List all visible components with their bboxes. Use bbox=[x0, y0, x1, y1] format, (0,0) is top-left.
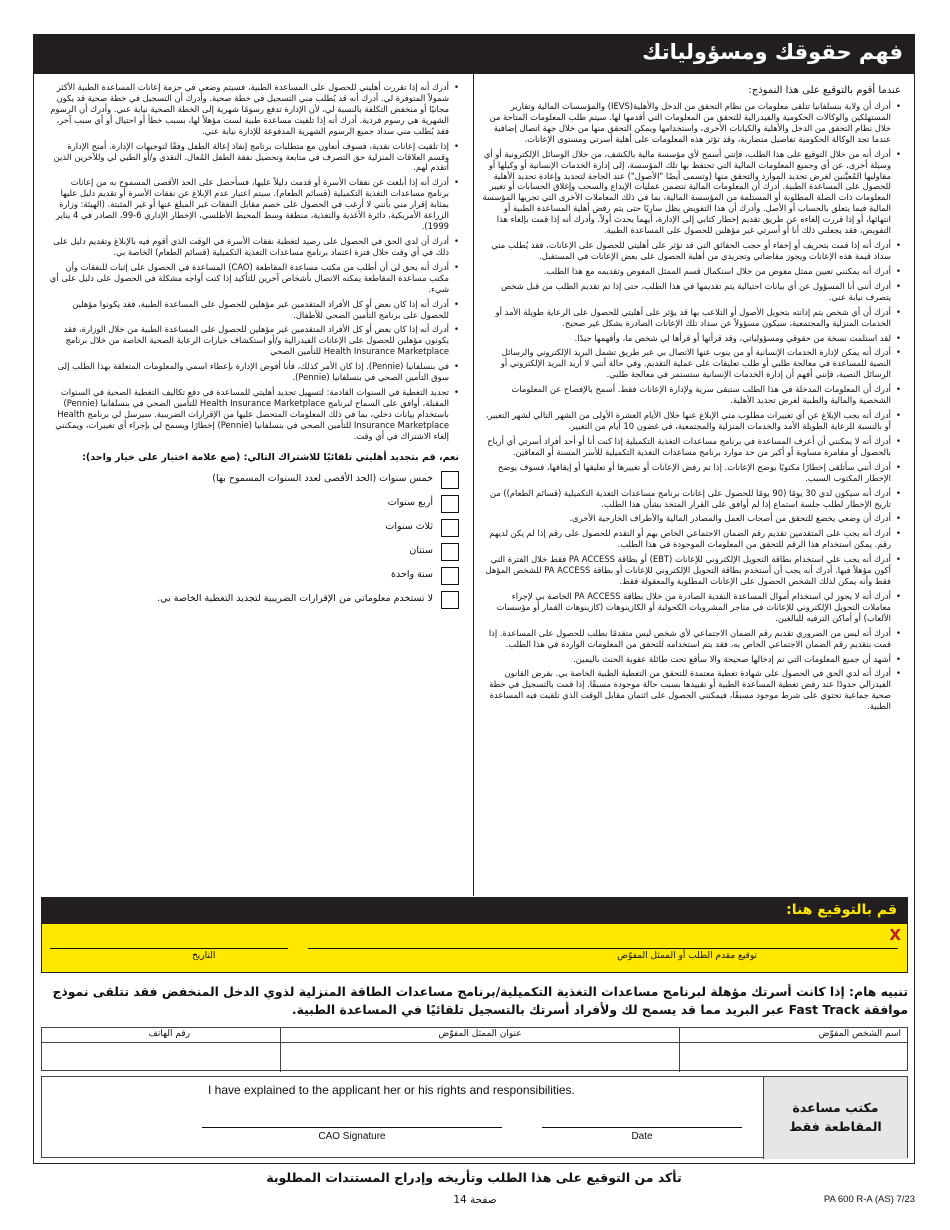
rep-phone-label: رقم الهاتف bbox=[148, 1029, 190, 1039]
representative-table bbox=[41, 1027, 908, 1071]
list-item: • أدرك أن وضعي يخضع للتحقق من أصحاب العمل والمصادر المالية والأطراف الخارجية الأخرى. bbox=[482, 513, 901, 524]
list-item: • أدرك أنه يجب على المتقدمين تقديم رقم الضمان الاجتماعي الخاص بهم أو التقدم للحصول على رقم إذا لم يكن لديهم رقم. يمكن استخدام هذا الرقم للتحقق من المعلومات الموجودة في هذا الطلب. bbox=[482, 528, 901, 550]
cao-statement: I have explained to the applicant her or his rights and responsibilities. bbox=[208, 1083, 575, 1097]
cao-only-label: مكتب مساعدة المقاطعة فقط bbox=[763, 1077, 907, 1159]
footer-reminder: تأكد من التوقيع على هذا الطلب وتأريخه وإدراج المستندات المطلوبة bbox=[266, 1170, 682, 1185]
list-item: • أدرك أنه إذا كان بعض أو كل الأفراد المتقدمين غير مؤهلين للحصول على المساعدة الطبية من خلال الوزارة، فقد يكونون مؤهلين للحصول على الإعانات الفيدرالية و/أو استكشاف خيارات الرعاية الصحية الخاصة من خلال برنامج Health Insurance Marketplace للتأمين الصحي bbox=[47, 324, 459, 357]
list-item: • أدرك أنه يحق لي أن أطلب من مكتب مساعدة المقاطعة (CAO) المساعدة في الحصول على إثبات للنفقات وأن مكتب مساعدة المقاطعة يمكنه الاتصال بأشخاص آخرين للتأكيد إذا كنت أواجه مشكلة في الحصول على دليل على أي شيء. bbox=[47, 262, 459, 295]
list-item: • أشهد أن جميع المعلومات التي تم إدخالها صحيحة والا سأقع تحت طائلة عقوبة الحنث باليمين. bbox=[482, 654, 901, 665]
list-item: • أدرك أنه يمكنني تعيين ممثل مفوض من خلال استكمال قسم الممثل المفوض وتقديمه مع هذا الطلب. bbox=[482, 266, 901, 277]
list-item: • أدرك أنني سأتلقى إخطارًا مكتوبًا يوضح الإعانات. إذا تم رفض الإعانات أو تغييرها أو تعليقها أو إيقافها، فسوف يوضح الإخطار المكتوب السبب. bbox=[482, 462, 901, 484]
signature-box bbox=[41, 897, 908, 973]
rep-name-cell[interactable] bbox=[679, 1028, 909, 1072]
content-columns bbox=[33, 74, 915, 896]
signature-title: قم بالتوقيع هنا: bbox=[786, 902, 897, 918]
list-item: • لقد استلمت نسخة من حقوقي ومسؤولياتي، وقد قرأتها أو قرأها لي شخص ما، وأفهمها جيدًا. bbox=[482, 333, 901, 344]
list-item: • أدرك أنه إذا تقررت أهليتي للحصول على المساعدة الطبية، فسيتم وضعي في حزمة إعانات المساعدة الطبية الأكثر شمولاً المتوفرة لي. أدرك أنه قد يُطلب مني التسجيل في خطة صحية. وأدرك أن التسجيل في خطة صحية قد يكون مجانيًا أو منخفض التكلفة بالنسبة لي، لأن الإدارة تدفع رسومًا شهرية إلى الخطة الصحية نيابة عني. وأدرك أن الرسوم الشهرية هي رسوم فردية. أدرك أنه إذا تلقيت مساعدة طبية لست مؤهلاً لها، بسبب خطأ أو احتيال أو أي سبب آخر، فقد يُطلب مني سداد جميع الرسوم الشهرية المدفوعة للإدارة نيابة عني. bbox=[47, 82, 459, 137]
choice-label: سنة واحدة bbox=[390, 569, 433, 581]
left-column-list bbox=[47, 82, 459, 442]
choice-label: أربع سنوات bbox=[387, 497, 433, 509]
signer-signature-label: توقيع مقدم الطلب أو الممثل المفوّض bbox=[617, 951, 757, 961]
cao-signature-label: CAO Signature bbox=[318, 1131, 386, 1142]
list-item: • في بنسلفانيا (Pennie). إذا كان الأمر كذلك، فأنا أفوض الإدارة بإعطاء اسمي والمعلومات المتعلقة بهذا الطلب إلى سوق التأمين الصحي في بنسلفانيا (Pennie). bbox=[47, 361, 459, 383]
list-item: • أدرك أنه إذا أبلغت عن نفقات الأسرة أو قدمت دليلاً عليها، فسأحصل على الحد الأقصى المسموح به من إعانات برنامج مساعدات التغذية التكميلية (قسائم الطعام). سيتم اعتبار عدم الإبلاغ عن نفقات الأسرة أو تقديم دليل عليها بمثابة إقرار مني بأنني لا أرغب في الحصول على خصم مقابل النفقات غير المبلغ عنها أو غير المثبتة. (الهيئة: وزارة الزراعة الأمريكية، دائرة الأغذية والتغذية، منطقة وسط المحيط الأطلسي، الإخطار الإداري 6-99، الصادر في 4 يناير 1999). bbox=[47, 177, 459, 232]
list-item: • أدرك أن ولاية بنسلفانيا تتلقى معلومات من نظام التحقق من الدخل والأهلية(IEVS) والمؤسسات المالية وتقارير المستهلكين والوكالات الحكومية والفيدرالية للتحقق من المعلومات التي أقدمها لها. سيتم طلب المعلومات المتاحة من خلال نظام التحقق من الدخل والأهلية والكيانات الأخرى، واستخدامها ويمكن التحقق منها من خلال جهة اتصال إضافية عندما تجد الوكالة الحكومية تفاصيل متضاربة، وقد تؤثر هذه المعلومات على أهلية أسرتي ومستوى الإعانات. bbox=[482, 101, 901, 145]
checkbox[interactable] bbox=[441, 471, 459, 489]
cao-signature-line[interactable] bbox=[202, 1127, 502, 1128]
rep-phone-cell[interactable] bbox=[42, 1028, 280, 1072]
left-column bbox=[33, 74, 473, 612]
rep-name-label: اسم الشخص المفوّض bbox=[818, 1029, 901, 1039]
list-item: • إذا تلقيت إعانات نقدية، فسوف أتعاون مع متطلبات برنامج إنفاذ إعالة الطفل وفقًا لتوجيهات الإدارة. أمنح الإدارة وقسم العلاقات المنزلية حق التصرف في متابعة وتحصيل نفقة الطفل المُعال. النقدي و/أو الطبي لي وللآخرين الذين أتقدم لهم. bbox=[47, 141, 459, 174]
list-item: • أدرك أنه يجب الإبلاغ عن أي تغييرات مطلوب مني الإبلاغ عنها خلال الأيام العشرة الأولى من الشهر التالي لشهر التغيير، أو بالنسبة للرعاية الطويلة الأمد والخدمات المنزلية والمجتمعية، في غضون 10 أيام من التغيير. bbox=[482, 410, 901, 432]
fast-track-notice: تنبيه هام: إذا كانت أسرتك مؤهلة لبرنامج مساعدات التغذية التكميلية/برنامج مساعدات الطاقة المنزلية لذوي الدخل المنخفض فقد تتلقى نموذج موافقة Fast Track عبر البريد مما قد يسمح لك ولأفراد أسرتك بالتسجيل تلقائيًا في المساعدة الطبية. bbox=[52, 984, 908, 1017]
list-item: • أدرك أنه ليس من الضروري تقديم رقم الضمان الاجتماعي لأي شخص ليس متقدمًا بطلب للحصول على المساعدة. إذا قمت بتقديم رقم الضمان الاجتماعي الخاص به، فقد يتم استخدامه للتحقق من المعلومات الواردة في هذا الطلب. bbox=[482, 628, 901, 650]
renewal-choices bbox=[47, 468, 459, 611]
date-line[interactable] bbox=[50, 948, 288, 949]
list-item: • أدرك أنني أنا المسؤول عن أي بيانات احتيالية يتم تقديمها في هذا الطلب، حتى إذا تم تقديم الطلب من قبل شخص يتصرف نيابة عني. bbox=[482, 281, 901, 303]
list-item: • أدرك أنه من خلال التوقيع على هذا الطلب، فإنني أسمح لأي مؤسسة مالية بالكشف، من خلال الوسائل الإلكترونية أو أي وسيلة أخرى، عن أي وجميع المعلومات المالية التي تحتفظ بها تلك المؤسسة، إلى إدارة الخدمات الإنسانية أو وكيلها أو مقاوليها المُعيَّنين لغرض تحديد الموارد والتحقق منها (وتسمى أيضًا "الأصول") عند الحاجة لتحديد وإعادة تحديد الأهلية للحصول على المساعدة الطبية. أدرك أن المعلومات المالية تتضمن عمليات الإيداع والسحب وإغلاق الحسابات أو تغيير المعلومات ذات الصلة المطلوبة أو المستلمة من المؤسسة المالية، بما في ذلك المعاملات الأخرى التي تجريها المؤسسة المالية فيما يتعلق بالحساب أو الأصل. وأدرك أن هذا التفويض يظل ساريًا حتى يتم رفض أهلية المساعدة الطبية أو انتهائها، أو إذا قررت إلغاءه عن طريق تقديم إخطار كتابي إلى الإدارة، أيهما يحدث أولاً. وأدرك أنه إذا قمت بإلغاء هذا التفويض، فقد يجعلني ذلك أنا أو أسرتي غير مؤهلين للحصول على المساعدة الطبية. bbox=[482, 149, 901, 236]
cao-date-label: Date bbox=[631, 1131, 653, 1142]
right-column-list bbox=[482, 101, 901, 712]
right-column-intro: عندما أقوم بالتوقيع على هذا النموذج: bbox=[748, 85, 901, 96]
renewal-choice[interactable] bbox=[47, 468, 459, 491]
right-column bbox=[473, 74, 915, 896]
list-item: • أدرك أنه لدي الحق في الحصول على شهادة تغطية معتمدة للتحقق من التغطية الطبية الخاصة بي. بفرض القانون الفيدرالي حدودًا عند رفض تغطية المساعدة الطبية أو تقييدها بسبب حالة موجودة مسبقًا. إذا قمت بالتسجيل في خطة صحية جماعية تحتوي على شرط موجود مسبقًا، فيمكنني الحصول على ائتمان مقابل الوقت الذي تلقيت فيه المساعدة الطبية. bbox=[482, 668, 901, 712]
choice-label: سنتان bbox=[409, 545, 433, 557]
section-header bbox=[33, 34, 915, 74]
renewal-choice[interactable] bbox=[47, 492, 459, 515]
renewal-choices-heading: نعم، قم بتجديد أهليتي تلقائيًا للاشتراك التالي: (ضع علامة اختيار على خيار واحد): bbox=[82, 451, 459, 463]
signature-header bbox=[42, 898, 907, 924]
choice-label: لا تستخدم معلوماتي من الإقرارات الضريبية لتجديد التغطية الخاصة بي. bbox=[157, 593, 433, 605]
list-item: • أدرك أن لدي الحق في الحصول على رصيد لتغطية نفقات الأسرة في الوقت الذي أقوم فيه بالإبلاغ وتقديم دليل على ذلك في أي وقت خلال فترة اعتماد برنامج مساعدات التغذية التكميلية (قسائم الطعام) الخاصة بي. bbox=[47, 236, 459, 258]
list-item: • أدرك أنه إذا كان بعض أو كل الأفراد المتقدمين غير مؤهلين للحصول على المساعدة الطبية، فقد يكونوا مؤهلين للحصول على برنامج التأمين الصحي للأطفال. bbox=[47, 299, 459, 321]
page-number: صفحة 14 bbox=[453, 1194, 497, 1206]
choice-label: ثلاث سنوات bbox=[385, 521, 433, 533]
list-item: • تجديد التغطية في السنوات القادمة: لتسهيل تحديد أهليتي للمساعدة في دفع تكاليف التغطية الصحية في السنوات المقبلة، أوافق على السماح لبرنامج Health Insurance Marketplace للتأمين الصحي في بنسلفانيا (Pennie) باستخدام بيانات دخلي، بما في ذلك المعلومات المتحصل عليها من الإقرارات الضريبية. سيرسل لي برنامج Health Insurance Marketplace للتأمين الصحي في بنسلفانيا (Pennie) إخطارًا ويسمح لي بإجراء أي تغييرات، ويمكنني إلغاء الاشتراك في أي وقت. bbox=[47, 387, 459, 442]
renewal-choice[interactable] bbox=[47, 540, 459, 563]
form-code: PA 600 R-A (AS) 7/23 bbox=[823, 1194, 915, 1205]
checkbox[interactable] bbox=[441, 519, 459, 537]
checkbox[interactable] bbox=[441, 567, 459, 585]
cao-date-line[interactable] bbox=[542, 1127, 742, 1128]
cao-box bbox=[41, 1076, 908, 1158]
list-item: • أدرك أنه يجب علي استخدام بطاقة التحويل الإلكتروني للإعانات (EBT) أو بطاقة PA ACCESS فقط خلال الفترة التي أكون مؤهلاً فيها. أدرك أنه يجب أن أستخدم بطاقة التحويل الإلكتروني للإعانات أو بطاقة PA ACCESS للشخص المؤهل فقط وأنه يمكن لذلك الشخص الحصول على الإعانات المطلوبة والمعقولة فقط. bbox=[482, 554, 901, 587]
list-item: • أدرك أنه إذا قمت بتحريف أو إخفاء أو حجب الحقائق التي قد تؤثر على أهليتي للحصول على الإعانات، فقد يُطلب مني سداد قيمة هذه الإعانات ويجوز مقاضاتي وتجريدي من أهلية الحصول على بعض الإعانات في المستقبل. bbox=[482, 240, 901, 262]
checkbox[interactable] bbox=[441, 495, 459, 513]
signer-signature-line[interactable] bbox=[308, 948, 898, 949]
list-item: • أدرك أنه لا يمكنني أن أعرف المساعدة في برنامج مساعدات التغذية التكميلية إذا كنت أنا أو أحد أفراد أسرتي أي أرباح بالحصول أو مقامرة مساوية أو أكبر من حد موارد برنامج مساعدات التغذية التكميلية للأسر المسنة أو المعاقين. bbox=[482, 436, 901, 458]
section-title: فهم حقوقك ومسؤولياتك bbox=[642, 40, 903, 64]
list-item: • أدرك أن أي شخص يتم إدانته بتحويل الأصول أو التلاعب بها قد يؤثر على أهليتي للحصول على الرعاية طويلة الأمد أو الخدمات المنزلية والمجتمعية، سيكون مسؤولاً عن سداد تلك الإعانات الصادرة بشكل غير صحيح. bbox=[482, 307, 901, 329]
list-item: • أدرك أنه سيكون لدي 30 يومًا (90 يومًا للحصول على إعانات برنامج مساعدات التغذية التكميلية (قسائم الطعام)) من تاريخ الإخطار لطلب جلسة استماع إذا لم أوافق على القرار المتخذ بشأن هذا الطلب. bbox=[482, 488, 901, 510]
list-item: • أدرك أن المعلومات المدخلة في هذا الطلب ستبقى سرية ولإدارة الإعانات فقط. أسمح بالإفصاح عن المعلومات الشخصية والمالية والطبية لغرض تحديد الأهلية. bbox=[482, 384, 901, 406]
signature-x-mark: X bbox=[889, 926, 901, 944]
signature-date-label: التاريخ bbox=[192, 951, 216, 961]
rep-address-label: عنوان الممثل المفوّض bbox=[438, 1029, 522, 1039]
renewal-choice[interactable] bbox=[47, 564, 459, 587]
checkbox[interactable] bbox=[441, 591, 459, 609]
list-item: • أدرك أنه لا يجوز لي استخدام أموال المساعدة النقدية الصادرة من خلال بطاقة PA ACCESS الخاصة بي لإجراء معاملات التحويل الإلكتروني للإعانات في متاجر المشروبات الكحولية أو الكازينوهات (كازينوهات القمار أو مؤسسات الألعاب) أو أماكن الترفيه للبالغين. bbox=[482, 591, 901, 624]
renewal-choice[interactable] bbox=[47, 588, 459, 611]
renewal-choice[interactable] bbox=[47, 516, 459, 539]
list-item: • أدرك أنه يمكن لإدارة الخدمات الإنسانية أو من ينوب عنها الاتصال بي عبر طريق تشمل البريد الإلكتروني والرسائل النصية للمساعدة في معالجة طلبي أو طلب تعليقات على عملية التقديم. وفي حالة أنني لا أريد البريد الإلكتروني أو الرسائل النصية، فإنني أفهم أن إدارة الخدمات الإنسانية ستستمر في معالجة طلبي. bbox=[482, 347, 901, 380]
rep-address-cell[interactable] bbox=[280, 1028, 679, 1072]
checkbox[interactable] bbox=[441, 543, 459, 561]
choice-label: خمس سنوات (الحد الأقصى لعدد السنوات المسموح بها) bbox=[212, 473, 433, 485]
